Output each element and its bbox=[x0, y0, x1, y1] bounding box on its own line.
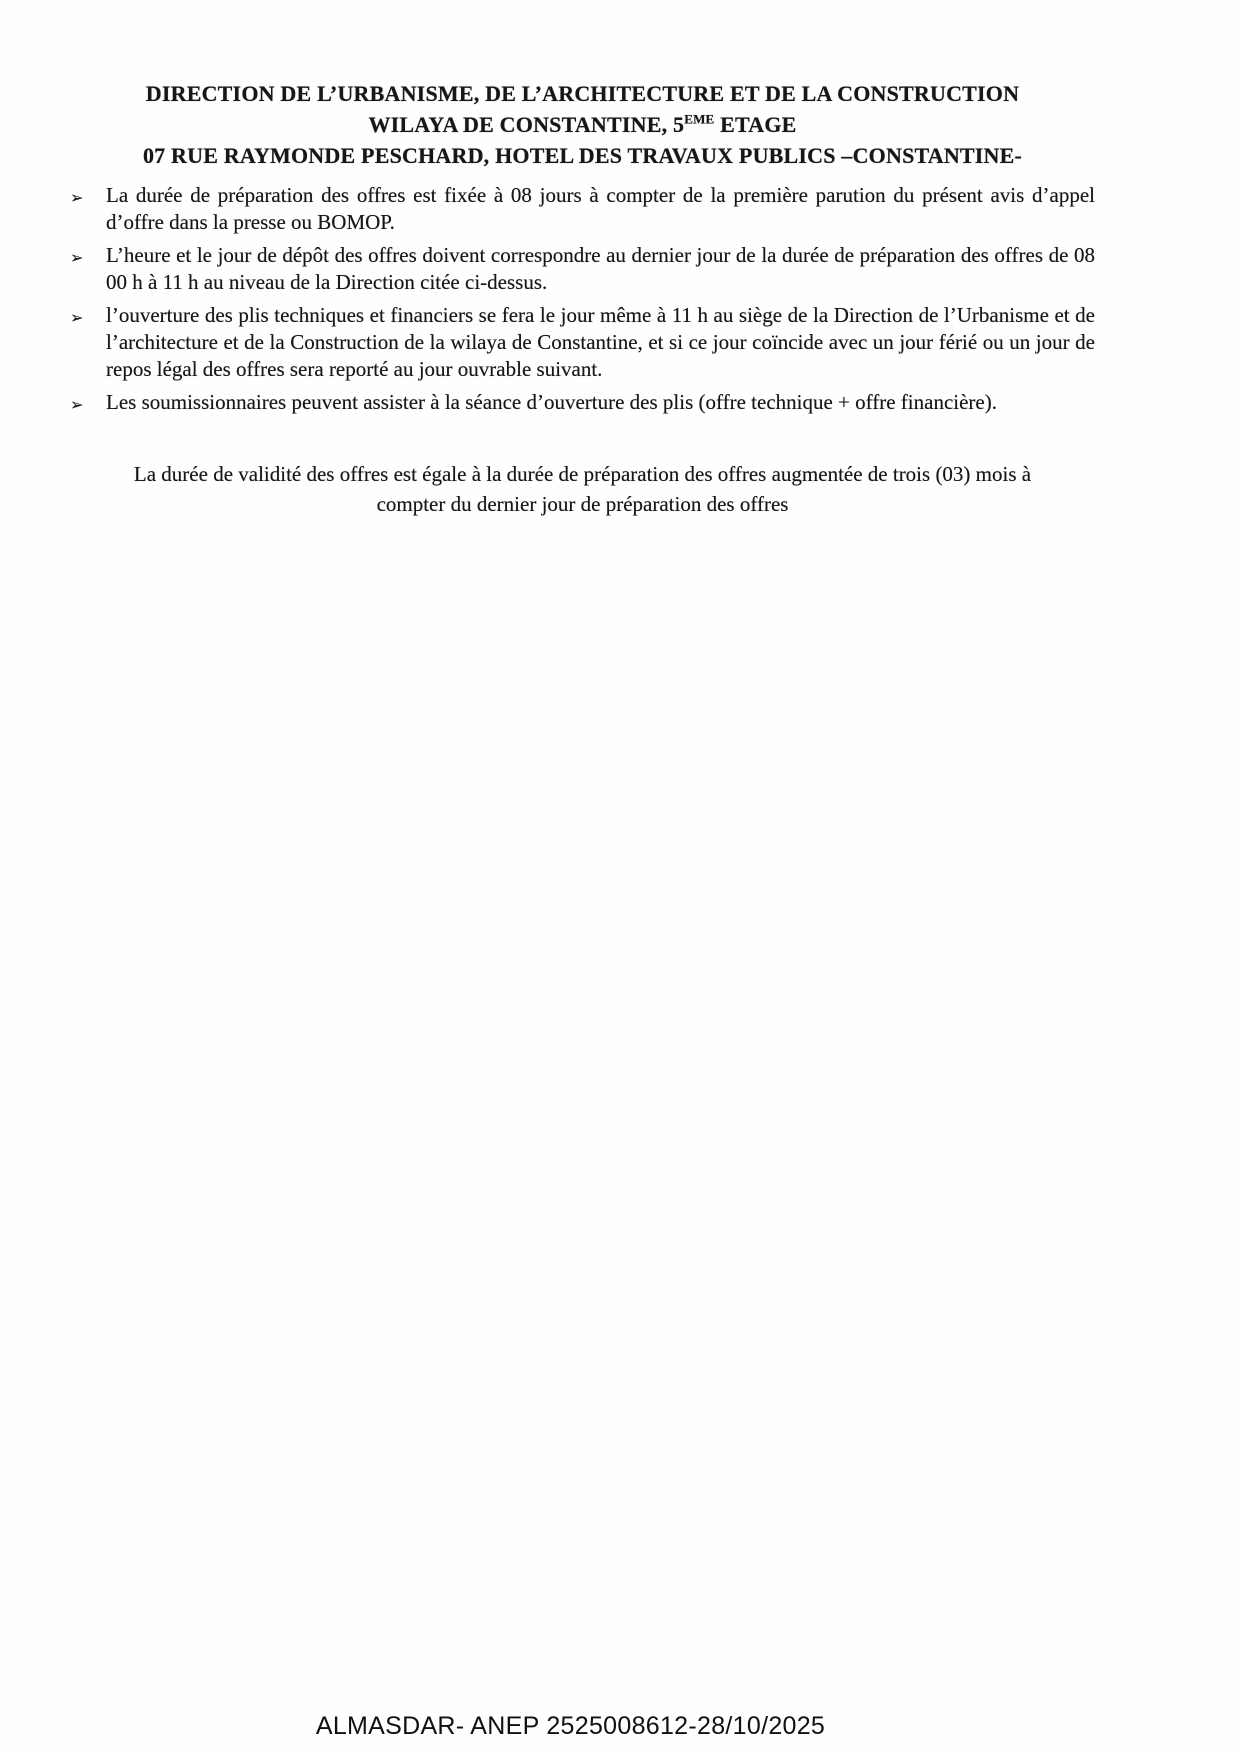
header-wilaya-text: WILAYA DE CONSTANTINE, 5 bbox=[368, 112, 685, 137]
header-etage-text: ETAGE bbox=[714, 112, 797, 137]
closing-paragraph-validity: La durée de validité des offres est égale à la durée de préparation des offres augmentée de trois (03) mois à compter du dernier jour de préparation des offres bbox=[133, 462, 1032, 516]
bullet-text-opening-session: l’ouverture des plis techniques et financiers se fera le jour même à 11 h au siège de la Direction de l’Urbanisme et de l’architecture et de la Construction de la wilaya de Constantine, et si ce jour coïncide avec un jour férié ou un jour de repos légal des offres sera reporté au jour ouvrable suivant. bbox=[106, 303, 1095, 381]
document-header bbox=[70, 78, 1095, 171]
footer-anep-reference: ALMASDAR- ANEP 2525008612-28/10/2025 bbox=[315, 1712, 826, 1740]
list-item bbox=[70, 242, 1095, 296]
arrow-bullet-icon: ➢ bbox=[70, 250, 84, 267]
list-item bbox=[70, 182, 1095, 236]
header-etage-superscript: EME bbox=[684, 111, 715, 127]
bullet-list bbox=[70, 182, 1095, 419]
list-item bbox=[70, 302, 1095, 383]
bullet-text-bidders-attendance: Les soumissionnaires peuvent assister à la séance d’ouverture des plis (offre technique + offre financière). bbox=[106, 390, 997, 414]
header-line-address: 07 RUE RAYMONDE PESCHARD, HOTEL DES TRAVAUX PUBLICS –CONSTANTINE- bbox=[142, 143, 1023, 168]
arrow-bullet-icon: ➢ bbox=[70, 190, 84, 207]
list-item bbox=[70, 389, 1095, 419]
arrow-bullet-icon: ➢ bbox=[70, 310, 84, 327]
document-content bbox=[70, 78, 1095, 519]
header-line-wilaya bbox=[70, 109, 1095, 140]
arrow-bullet-icon: ➢ bbox=[70, 397, 84, 414]
header-line-direction: DIRECTION DE L’URBANISME, DE L’ARCHITECTURE ET DE LA CONSTRUCTION bbox=[145, 81, 1020, 106]
bullet-text-deposit-time: L’heure et le jour de dépôt des offres doivent correspondre au dernier jour de la durée de préparation des offres de 08 00 h à 11 h au niveau de la Direction citée ci-dessus. bbox=[106, 243, 1095, 294]
bullet-text-preparation-duration: La durée de préparation des offres est fixée à 08 jours à compter de la première parution du présent avis d’appel d’offre dans la presse ou BOMOP. bbox=[106, 183, 1095, 234]
